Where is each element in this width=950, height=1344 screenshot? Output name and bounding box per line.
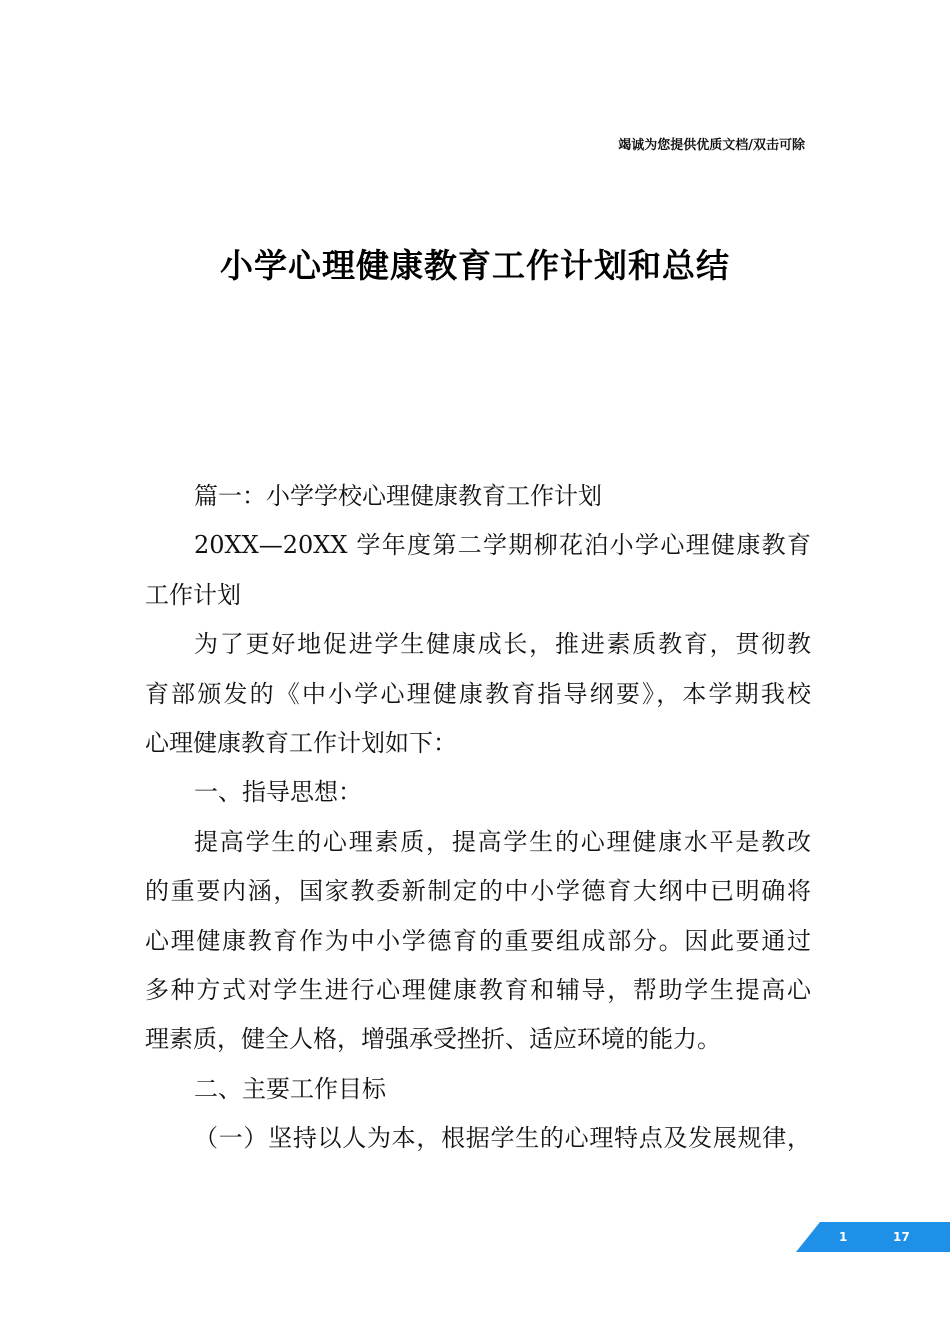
page-footer-bar (796, 1222, 950, 1252)
body-line: 二、主要工作目标 (194, 1074, 386, 1103)
body-line: 篇一：小学学校心理健康教育工作计划 (194, 482, 602, 510)
header-note: 竭诚为您提供优质文档/双击可除 (618, 138, 805, 153)
body-line: 提高学生的心理素质，提高学生的心理健康水平是教改 (194, 827, 811, 856)
document-body (145, 472, 811, 1163)
body-line: 为了更好地促进学生健康成长，推进素质教育，贯彻教 (194, 630, 811, 659)
body-line: 心理健康教育作为中小学德育的重要组成部分。因此要通过 (145, 926, 811, 955)
body-line: 的重要内涵，国家教委新制定的中小学德育大纲中已明确将 (145, 877, 811, 906)
body-line: 理素质，健全人格，增强承受挫折、适应环境的能力。 (145, 1025, 721, 1054)
body-line: 心理健康教育工作计划如下： (145, 728, 457, 757)
body-line: 多种方式对学生进行心理健康教育和辅导，帮助学生提高心 (145, 975, 811, 1004)
body-line: 20XX—20XX 学年度第二学期柳花泊小学心理健康教育 (194, 531, 811, 560)
body-line: （一）坚持以人为本，根据学生的心理特点及发展规律， (194, 1124, 811, 1153)
footer-bar-shape (796, 1222, 950, 1252)
body-line: 育部颁发的《中小学心理健康教育指导纲要》，本学期我校 (145, 679, 811, 708)
page-number-current: 1 (839, 1230, 848, 1244)
body-line: 一、指导思想： (194, 778, 362, 807)
page-number-total: 17 (893, 1230, 910, 1244)
document-title: 小学心理健康教育工作计划和总结 (220, 246, 730, 285)
body-line: 工作计划 (145, 580, 241, 609)
